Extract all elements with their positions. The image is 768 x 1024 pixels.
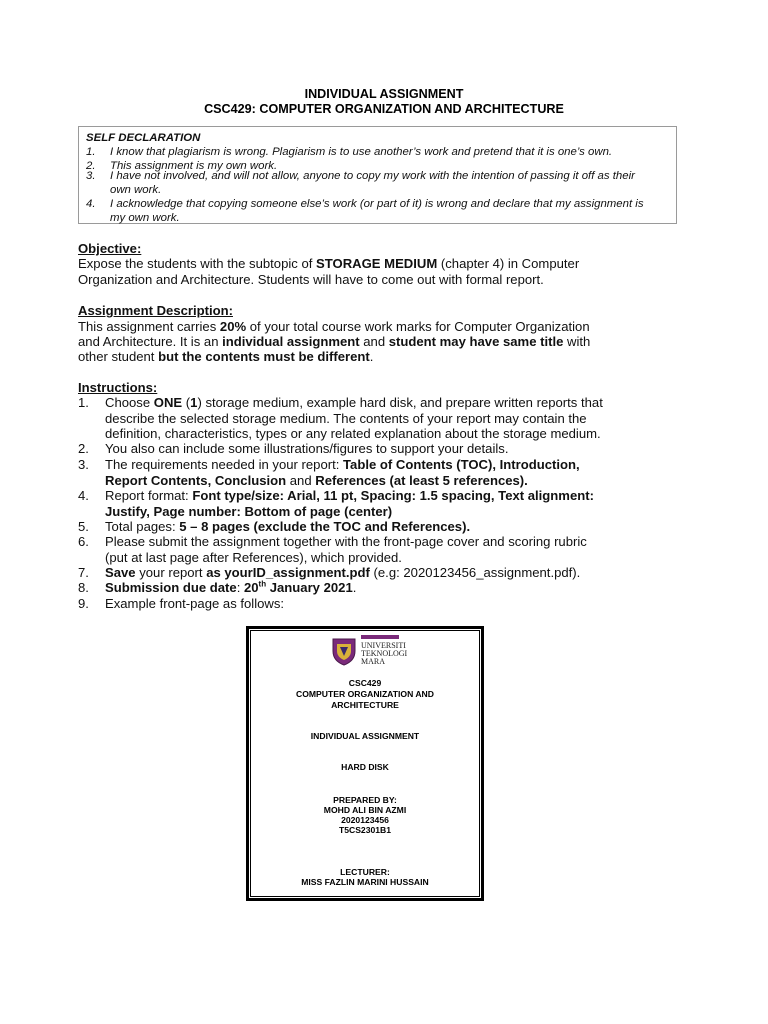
declaration-text-cont: own work. bbox=[110, 184, 162, 196]
declaration-text: I know that plagiarism is wrong. Plagiarism is to use another’s work and pretend that it is one’s own. bbox=[110, 146, 613, 158]
description-line-2: and Architecture. It is an individual assignment and student may have same title with bbox=[78, 334, 591, 349]
instruction-item: 1. Choose ONE (1) storage medium, example hard disk, and prepare written reports that describe the selected storage medium. The contents of your report may contain the definition, characteristics, types or any related explanation about the storage medium. bbox=[78, 395, 603, 442]
instruction-item: 4. Report format: Font type/size: Arial, 11 pt, Spacing: 1.5 spacing, Text alignment: Justify, Page number: Bottom of page (center) bbox=[78, 488, 594, 519]
cover-lecturer-label: LECTURER: bbox=[340, 867, 390, 877]
description-line-1: This assignment carries 20% of your total course work marks for Computer Organization bbox=[78, 319, 590, 334]
objective-heading: Objective: bbox=[78, 241, 142, 256]
declaration-number: 2. bbox=[86, 160, 96, 172]
instructions-heading: Instructions: bbox=[78, 380, 158, 395]
cover-prepared-by-label: PREPARED BY: bbox=[333, 795, 397, 805]
description-line-3: other student but the contents must be different. bbox=[78, 349, 374, 364]
declaration-number: 4. bbox=[86, 198, 96, 210]
declaration-item bbox=[86, 197, 674, 225]
objective-line-1: Expose the students with the subtopic of STORAGE MEDIUM (chapter 4) in Computer bbox=[78, 256, 580, 271]
cover-student-name: MOHD ALI BIN AZMI bbox=[323, 805, 407, 815]
logo-jawi-bar bbox=[361, 635, 399, 639]
cover-course-name-2: ARCHITECTURE bbox=[331, 700, 399, 710]
course-title: CSC429: COMPUTER ORGANIZATION AND ARCHITECTURE bbox=[204, 102, 564, 116]
logo-text-line-1: UNIVERSITI bbox=[361, 641, 406, 650]
declaration-text: I have not involved, and will not allow, anyone to copy my work with the intention of passing it off as their bbox=[110, 170, 635, 182]
objective-line-2: Organization and Architecture. Students will have to come out with formal report. bbox=[78, 272, 544, 287]
cover-topic: HARD DISK bbox=[341, 762, 389, 772]
cover-group: T5CS2301B1 bbox=[338, 825, 392, 835]
cover-course-name-1: COMPUTER ORGANIZATION AND bbox=[296, 689, 434, 699]
instruction-item: 7. Save your report as yourID_assignment.pdf (e.g: 2020123456_assignment.pdf). bbox=[78, 565, 581, 580]
instruction-item: 3. The requirements needed in your report: Table of Contents (TOC), Introduction, Report Contents, Conclusion and References (at least 5 references). bbox=[78, 457, 580, 488]
description-heading: Assignment Description: bbox=[78, 303, 233, 318]
instruction-item: 6. Please submit the assignment together with the front-page cover and scoring rubric (put at last page after References), which provided. bbox=[78, 534, 587, 565]
declaration-text: This assignment is my own work. bbox=[110, 160, 278, 172]
declaration-item bbox=[86, 145, 674, 159]
declaration-number: 3. bbox=[86, 170, 96, 182]
cover-student-id: 2020123456 bbox=[341, 815, 389, 825]
instruction-item: 9. Example front-page as follows: bbox=[78, 596, 285, 611]
logo-text-line-2: TEKNOLOGI bbox=[361, 649, 408, 658]
logo-text-line-3: MARA bbox=[361, 657, 386, 666]
declaration-text-cont: my own work. bbox=[110, 212, 180, 224]
cover-course-code: CSC429 bbox=[348, 678, 382, 688]
cover-lecturer-name: MISS FAZLIN MARINI HUSSAIN bbox=[301, 877, 429, 887]
assignment-title: INDIVIDUAL ASSIGNMENT bbox=[304, 87, 464, 101]
declaration-item bbox=[86, 169, 674, 197]
cover-assignment-type: INDIVIDUAL ASSIGNMENT bbox=[310, 731, 420, 741]
declaration-text: I acknowledge that copying someone else’s work (or part of it) is wrong and declare that my assignment is bbox=[110, 198, 644, 210]
declaration-number: 1. bbox=[86, 146, 96, 158]
instruction-item: 8. Submission due date: 20th January 2021. bbox=[78, 579, 357, 595]
instruction-item: 2. You also can include some illustrations/figures to support your details. bbox=[78, 441, 509, 456]
self-declaration-heading: SELF DECLARATION bbox=[86, 132, 201, 144]
uitm-crest-icon bbox=[330, 636, 358, 666]
instruction-item: 5. Total pages: 5 – 8 pages (exclude the TOC and References). bbox=[78, 519, 471, 534]
